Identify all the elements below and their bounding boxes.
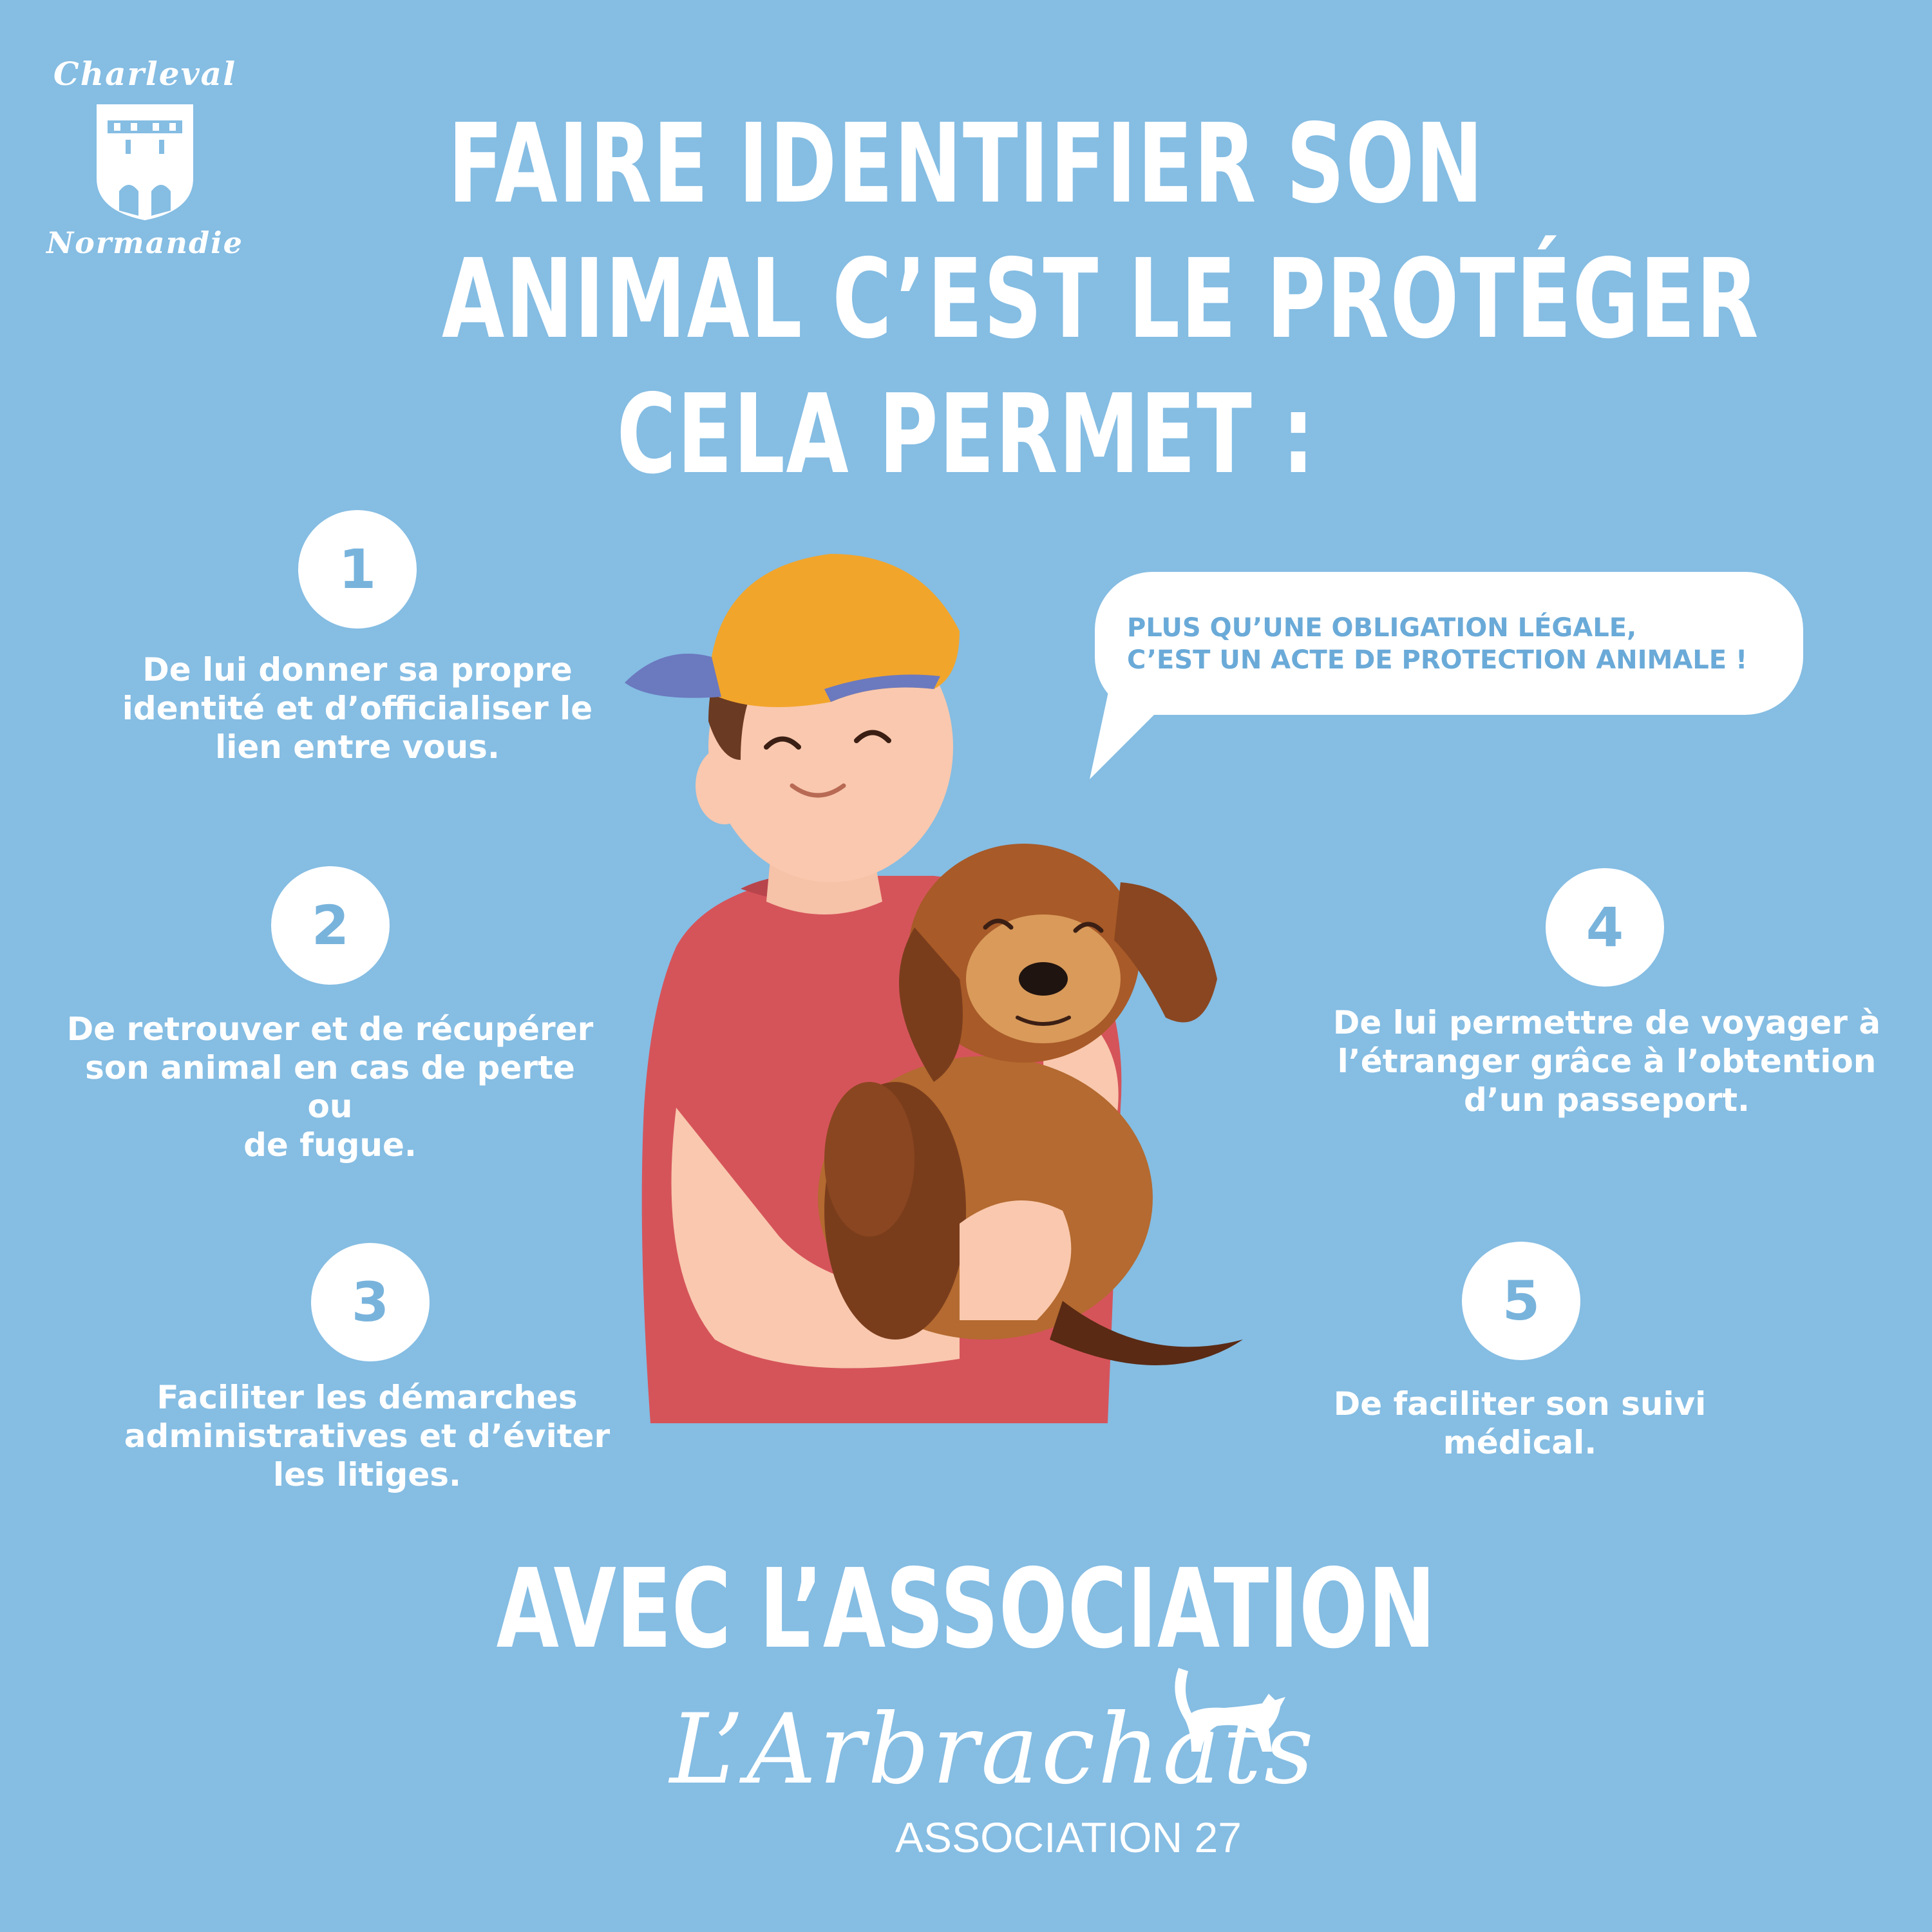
point-4-text xyxy=(1327,1003,1887,1119)
logo-town-name: Charleval xyxy=(53,55,237,93)
point-5-line-1: De faciliter son suivi xyxy=(1333,1385,1707,1423)
title-line-3: CELA PERMET : xyxy=(616,371,1316,498)
arbrachats-script-name: L’Arbrachats xyxy=(670,1694,1316,1806)
point-1-line-1: De lui donner sa propre xyxy=(142,651,573,688)
number-badge-3: 3 xyxy=(311,1243,430,1361)
point-1-line-3: lien entre vous. xyxy=(215,728,500,766)
point-3-line-3: les litiges. xyxy=(273,1456,461,1493)
title-line-1: FAIRE IDENTIFIER SON xyxy=(448,100,1484,228)
number-badge-1: 1 xyxy=(298,510,417,629)
point-2-text xyxy=(58,1010,602,1164)
association-27-label: ASSOCIATION 27 xyxy=(895,1814,1242,1861)
logo-region-name: Normandie xyxy=(46,225,243,260)
point-5-text xyxy=(1314,1385,1726,1462)
point-4-line-1: De lui permettre de voyager à xyxy=(1332,1004,1881,1041)
point-5-line-2: médical. xyxy=(1443,1424,1597,1461)
speech-bubble-line-1: PLUS QU’UNE OBLIGATION LÉGALE, xyxy=(1127,613,1637,643)
man-holding-dog-illustration xyxy=(599,528,1333,1430)
number-badge-5: 5 xyxy=(1462,1242,1580,1360)
footer-heading: AVEC L’ASSOCIATION xyxy=(496,1546,1436,1673)
point-2-line-1: De retrouver et de récupérer xyxy=(66,1010,594,1048)
point-4-line-3: d’un passeport. xyxy=(1463,1081,1750,1119)
charleval-logo xyxy=(45,55,245,264)
point-1-text xyxy=(97,650,618,766)
point-3-line-1: Faciliter les démarches xyxy=(156,1379,578,1416)
speech-bubble-line-2: C’EST UN ACTE DE PROTECTION ANIMALE ! xyxy=(1127,645,1748,675)
number-badge-4: 4 xyxy=(1546,868,1664,987)
title-line-2: ANIMAL C’EST LE PROTÉGER xyxy=(442,236,1760,363)
page-title xyxy=(442,97,1760,502)
point-2-line-3: de fugue. xyxy=(243,1126,417,1164)
point-3-text xyxy=(122,1378,612,1494)
point-2-line-2: son animal en cas de perte ou xyxy=(85,1049,575,1125)
point-1-line-2: identité et d’officialiser le xyxy=(122,690,593,727)
point-4-line-2: l’étranger grâce à l’obtention xyxy=(1337,1043,1877,1080)
point-3-line-2: administratives et d’éviter xyxy=(124,1417,611,1455)
number-badge-2: 2 xyxy=(271,866,390,985)
castle-shield-icon xyxy=(93,101,196,223)
arbrachats-logo xyxy=(657,1668,1316,1874)
